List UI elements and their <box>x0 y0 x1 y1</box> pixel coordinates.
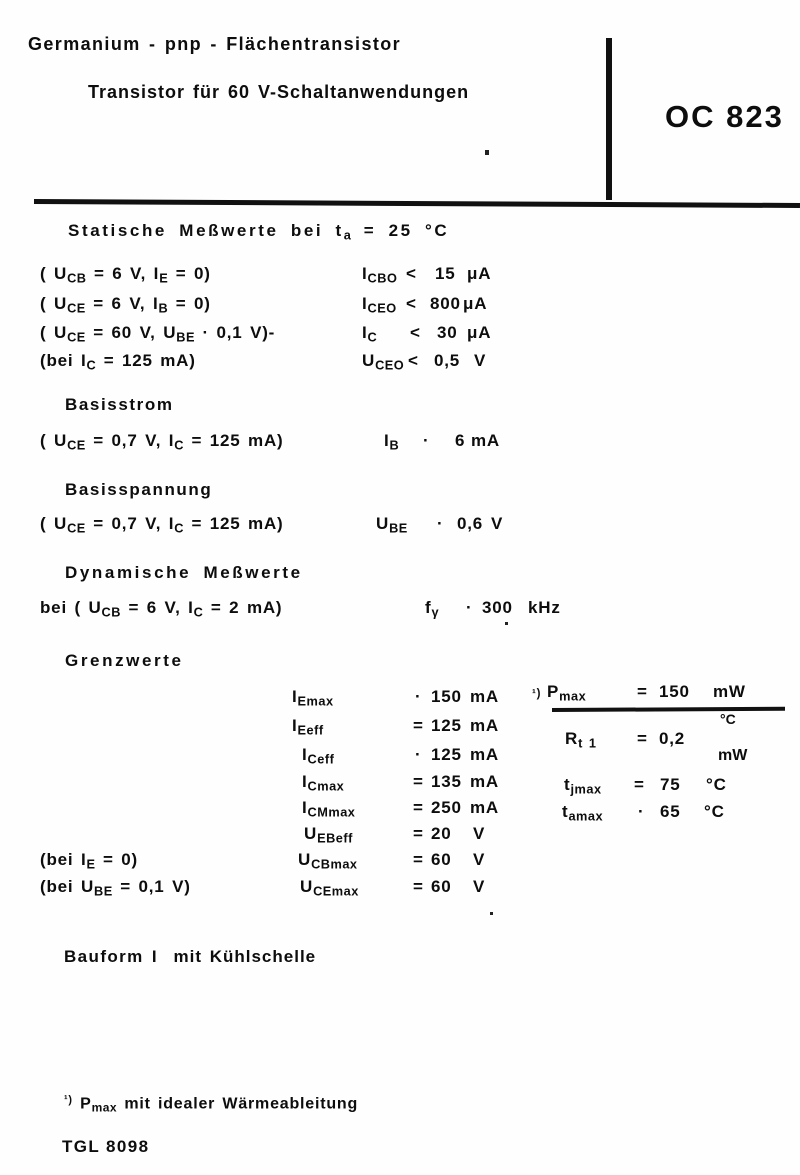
condition-text: ( UCB = 6 V, IE = 0) <box>40 264 211 286</box>
scan-speck <box>505 622 508 625</box>
symbol-text: ICBO <box>362 264 398 286</box>
value-number: 800 <box>430 294 461 313</box>
relation-sign: = <box>413 824 424 843</box>
value-unit: V <box>474 351 487 370</box>
value-unit: mW <box>713 682 746 701</box>
bauform-label: Bauform I <box>64 947 158 966</box>
static-measurement-row <box>0 351 800 373</box>
value-unit: μA <box>467 264 492 283</box>
scan-speck <box>485 150 489 155</box>
symbol-text: IB <box>384 431 400 453</box>
relation-sign: < <box>408 351 419 370</box>
symbol-text: UBE <box>376 514 408 536</box>
condition-text: ( UCE = 0,7 V, IC = 125 mA) <box>40 431 284 453</box>
relation-sign: = <box>637 682 648 701</box>
value-unit: mA <box>471 431 500 450</box>
value-number: 20 <box>431 824 452 843</box>
relation-sign: · <box>423 431 430 450</box>
value-unit: mA <box>470 772 499 791</box>
value-unit: μA <box>463 294 488 313</box>
section-heading-basisstrom: Basisstrom <box>65 395 174 414</box>
section-heading-static: Statische Meßwerte bei ta = 25 °C <box>68 221 450 243</box>
condition-text: (bei UBE = 0,1 V) <box>40 877 191 899</box>
symbol-text: fγ <box>425 598 440 620</box>
tamax-row <box>0 802 800 824</box>
value-number: 0,2 <box>659 729 686 748</box>
symbol-text: tjmax <box>564 775 602 797</box>
fraction-unit-bottom: mW <box>718 747 748 764</box>
value-number: 15 <box>435 264 456 283</box>
symbol-text: UCEmax <box>300 877 359 899</box>
header-rule <box>34 199 800 208</box>
value-number: 150 <box>431 687 462 706</box>
value-number: 75 <box>660 775 681 794</box>
value-unit: mA <box>470 687 499 706</box>
condition-text: ( UCE = 0,7 V, IC = 125 mA) <box>40 514 284 536</box>
section-heading-dynamisch: Dynamische Meßwerte <box>65 563 303 582</box>
symbol-text: IEmax <box>292 687 334 709</box>
relation-sign: = <box>637 729 648 748</box>
value-number: 30 <box>437 323 458 342</box>
basisstrom-row <box>0 431 800 453</box>
static-measurement-row <box>0 323 800 345</box>
value-number: 60 <box>431 877 452 896</box>
dynamisch-row <box>0 598 800 620</box>
value-unit: kHz <box>528 598 561 617</box>
value-unit: V <box>473 824 486 843</box>
symbol-text: UCBmax <box>298 850 358 872</box>
relation-sign: · <box>415 745 422 764</box>
section-heading-grenzwerte: Grenzwerte <box>65 651 184 670</box>
fraction-unit-top: °C <box>720 711 736 727</box>
limit-row <box>0 850 800 872</box>
value-number: 125 <box>431 745 462 764</box>
value-number: 0,5 <box>434 351 461 370</box>
value-number: 60 <box>431 850 452 869</box>
value-number: 150 <box>659 682 690 701</box>
value-unit: V <box>473 850 486 869</box>
limit-row <box>0 824 800 846</box>
value-unit: μA <box>467 323 492 342</box>
condition-text: ( UCE = 6 V, IB = 0) <box>40 294 211 316</box>
footnote-marker: ¹) <box>532 688 542 700</box>
symbol-text: ICMmax <box>302 798 356 820</box>
pmax-row <box>0 682 800 704</box>
tjmax-row <box>0 775 800 797</box>
symbol-text: ICEO <box>362 294 397 316</box>
pmax-underline <box>552 707 785 712</box>
value-number: 65 <box>660 802 681 821</box>
relation-sign: · <box>466 598 473 617</box>
condition-text: (bei IE = 0) <box>40 850 138 872</box>
value-unit: mA <box>470 745 499 764</box>
relation-sign: = <box>413 798 424 817</box>
relation-sign: < <box>406 294 417 313</box>
relation-sign: = <box>413 772 424 791</box>
value-number: 0,6 <box>457 514 484 533</box>
symbol-text: Pmax <box>547 682 587 704</box>
relation-sign: · <box>415 687 422 706</box>
condition-text: bei ( UCB = 6 V, IC = 2 mA) <box>40 598 283 620</box>
value-number: 300 <box>482 598 513 617</box>
value-unit: °C <box>704 802 725 821</box>
value-number: 6 <box>455 431 466 450</box>
condition-text: (bei IC = 125 mA) <box>40 351 196 373</box>
scan-speck <box>490 912 493 915</box>
symbol-text: UEBeff <box>304 824 353 846</box>
vertical-separator-bar <box>606 38 612 200</box>
standard-number: TGL 8098 <box>62 1137 150 1156</box>
symbol-text: ICmax <box>302 772 345 794</box>
value-number: 135 <box>431 772 462 791</box>
relation-sign: = <box>413 877 424 896</box>
value-unit: mA <box>470 716 499 735</box>
symbol-text: IEeff <box>292 716 324 738</box>
value-number: 250 <box>431 798 462 817</box>
bauform-detail: mit Kühlschelle <box>173 947 317 966</box>
symbol-text: Rt 1 <box>565 729 597 751</box>
value-unit: °C <box>706 775 727 794</box>
symbol-text: UCEO <box>362 351 405 373</box>
rt1-row <box>0 729 800 751</box>
value-unit: V <box>473 877 486 896</box>
relation-sign: = <box>413 850 424 869</box>
relation-sign: = <box>413 716 424 735</box>
limit-row <box>0 877 800 899</box>
static-measurement-row <box>0 264 800 286</box>
relation-sign: < <box>410 323 421 342</box>
relation-sign: · <box>638 802 645 821</box>
relation-sign: < <box>406 264 417 283</box>
section-heading-basisspannung: Basisspannung <box>65 480 213 499</box>
part-number: OC 823 <box>665 99 784 134</box>
bauform-note <box>64 947 316 967</box>
value-unit: mA <box>470 798 499 817</box>
condition-text: ( UCE = 60 V, UBE · 0,1 V)- <box>40 323 276 345</box>
relation-sign: · <box>437 514 444 533</box>
footnote: $^{^1)}$ Pmax mit idealer Wärmeableitung <box>64 1094 359 1115</box>
application-subtitle: Transistor für 60 V-Schaltanwendungen <box>88 82 470 102</box>
product-family-title: Germanium - pnp - Flächentransistor <box>28 34 402 54</box>
value-number: 125 <box>431 716 462 735</box>
static-measurement-row <box>0 294 800 316</box>
symbol-text: IC <box>362 323 378 345</box>
relation-sign: = <box>634 775 645 794</box>
basisspannung-row <box>0 514 800 536</box>
value-unit: V <box>491 514 504 533</box>
symbol-text: tamax <box>562 802 604 824</box>
symbol-text: ICeff <box>302 745 335 767</box>
